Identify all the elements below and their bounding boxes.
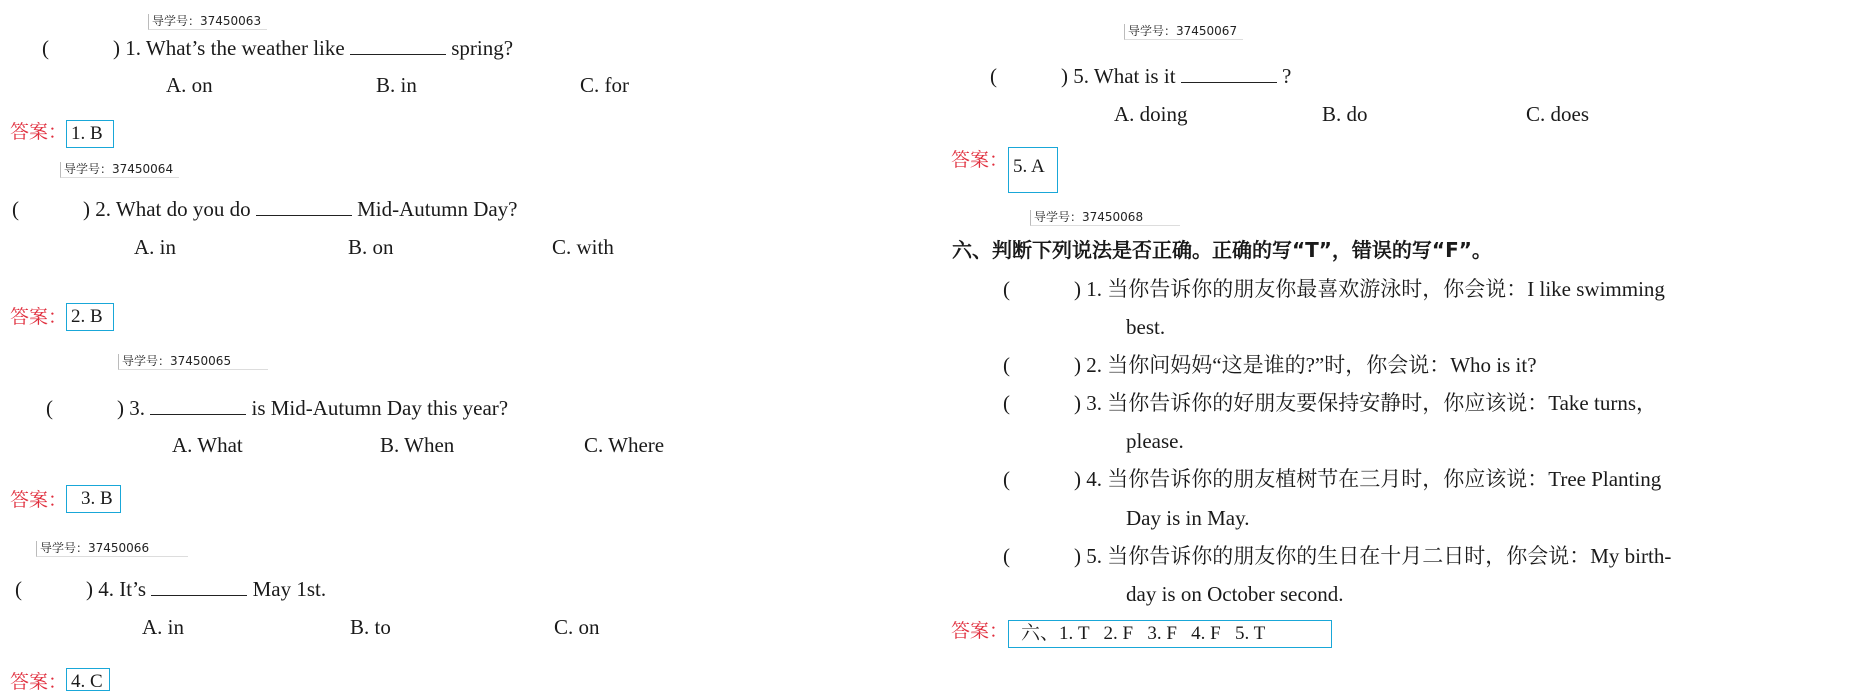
answer-label: 答案：	[10, 306, 68, 328]
option-a: A. on	[166, 73, 213, 97]
item-text: 当你告诉你的朋友植树节在三月时，你应该说：Tree Planting	[1107, 467, 1662, 491]
answer-blank	[350, 34, 446, 55]
paren-open: (	[42, 36, 49, 60]
question-number: 1.	[125, 36, 141, 60]
answer-box: 3. B	[66, 485, 121, 513]
item-number: 1.	[1086, 277, 1102, 301]
question-number: 4.	[98, 577, 114, 601]
answer-label: 答案：	[951, 149, 1009, 171]
paren-open: (	[15, 577, 22, 601]
answer-label: 答案：	[10, 489, 68, 511]
item-text-continued: day is on October second.	[1126, 582, 1344, 606]
question-text: ?	[1282, 64, 1292, 88]
paren-close: )	[1074, 544, 1081, 568]
option-b: B. in	[376, 73, 417, 97]
guide-number: 导学号：37450063	[148, 14, 267, 30]
section-title: 六、判断下列说法是否正确。正确的写“T”，错误的写“F”。	[952, 238, 1492, 262]
item-text-continued: best.	[1126, 315, 1166, 339]
question-text: Mid-Autumn Day?	[357, 197, 518, 221]
paren-close: )	[1074, 353, 1081, 377]
option-c: C. with	[552, 235, 614, 259]
paren-close: )	[113, 36, 120, 60]
answer-box: 六、1. T 2. F 3. F 4. F 5. T	[1008, 620, 1332, 648]
paren-open: (	[46, 396, 53, 420]
answer-label: 答案：	[951, 620, 1009, 642]
option-a: A. doing	[1114, 102, 1188, 126]
answer-blank	[1181, 62, 1277, 83]
option-b: B. do	[1322, 102, 1368, 126]
question-text: What is it	[1093, 64, 1176, 88]
paren-open: (	[12, 197, 19, 221]
option-a: A. in	[142, 615, 184, 639]
option-a: A. What	[172, 433, 243, 457]
paren-close: )	[86, 577, 93, 601]
question-4	[15, 575, 326, 602]
guide-number: 导学号：37450067	[1124, 24, 1243, 40]
guide-number: 导学号：37450065	[118, 354, 268, 370]
item-number: 4.	[1086, 467, 1102, 491]
judgement-item-4	[1003, 466, 1661, 492]
paren-close: )	[1074, 467, 1081, 491]
answer-box: 4. C	[66, 668, 110, 691]
item-text: 当你告诉你的朋友你最喜欢游泳时，你会说：I like swimming	[1107, 277, 1665, 301]
question-1	[42, 34, 513, 61]
paren-close: )	[1074, 277, 1081, 301]
question-text: May 1st.	[252, 577, 327, 601]
question-number: 3.	[129, 396, 145, 420]
option-b: B. to	[350, 615, 391, 639]
judgement-item-5	[1003, 543, 1671, 569]
answer-blank	[151, 575, 247, 596]
question-text: What do you do	[115, 197, 251, 221]
option-c: C. Where	[584, 433, 665, 457]
option-c: C. does	[1526, 102, 1589, 126]
paren-open: (	[1003, 467, 1010, 491]
answer-label: 答案：	[10, 671, 68, 693]
option-c: C. on	[554, 615, 600, 639]
answer-box: 5. A	[1008, 147, 1058, 193]
answer-blank	[256, 195, 352, 216]
question-5	[990, 62, 1291, 89]
answer-box: 1. B	[66, 120, 114, 148]
item-text-continued: Day is in May.	[1126, 506, 1250, 530]
guide-number: 导学号：37450064	[60, 162, 179, 178]
question-text: is Mid-Autumn Day this year?	[251, 396, 509, 420]
option-b: B. When	[380, 433, 455, 457]
option-c: C. for	[580, 73, 629, 97]
item-number: 5.	[1086, 544, 1102, 568]
paren-close: )	[83, 197, 90, 221]
item-number: 3.	[1086, 391, 1102, 415]
question-3	[46, 394, 508, 421]
paren-open: (	[1003, 391, 1010, 415]
answer-blank	[150, 394, 246, 415]
guide-number: 导学号：37450068	[1030, 210, 1180, 226]
question-text: It’s	[119, 577, 147, 601]
option-b: B. on	[348, 235, 394, 259]
paren-open: (	[1003, 544, 1010, 568]
answer-box: 2. B	[66, 303, 114, 331]
question-2	[12, 195, 518, 222]
paren-close: )	[1061, 64, 1068, 88]
judgement-item-3	[1003, 390, 1657, 416]
item-text: 当你告诉你的好朋友要保持安静时，你应该说：Take turns，	[1107, 391, 1658, 415]
item-text: 当你告诉你的朋友你的生日在十月二日时，你会说：My birth-	[1107, 544, 1672, 568]
paren-open: (	[1003, 277, 1010, 301]
paren-close: )	[1074, 391, 1081, 415]
guide-number: 导学号：37450066	[36, 541, 188, 557]
question-text: What’s the weather like	[145, 36, 345, 60]
question-number: 5.	[1073, 64, 1089, 88]
judgement-item-1	[1003, 276, 1665, 302]
option-a: A. in	[134, 235, 176, 259]
paren-open: (	[1003, 353, 1010, 377]
judgement-item-2	[1003, 352, 1537, 378]
item-text: 当你问妈妈“这是谁的?”时，你会说：Who is it?	[1107, 353, 1537, 377]
paren-open: (	[990, 64, 997, 88]
paren-close: )	[117, 396, 124, 420]
question-number: 2.	[95, 197, 111, 221]
item-number: 2.	[1086, 353, 1102, 377]
answer-label: 答案：	[10, 121, 68, 143]
question-text: spring?	[451, 36, 514, 60]
item-text-continued: please.	[1126, 429, 1184, 453]
